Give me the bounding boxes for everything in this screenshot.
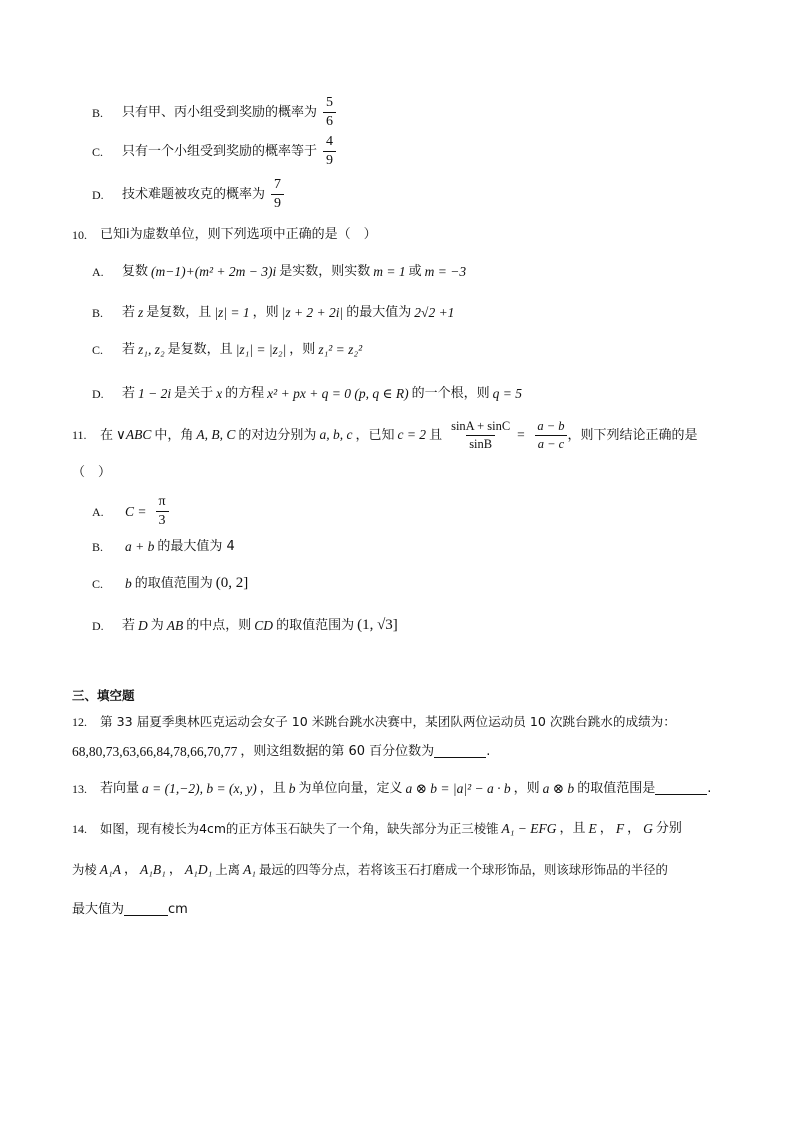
answer-blank[interactable] bbox=[124, 903, 168, 916]
question-number: 12. bbox=[72, 715, 87, 730]
option-label: C. bbox=[92, 144, 104, 159]
text: ，则 bbox=[252, 305, 279, 321]
math: (m−1)+(m² + 2m − 3)i bbox=[151, 264, 277, 279]
option-label: B. bbox=[92, 105, 104, 120]
q11-paren bbox=[72, 466, 111, 479]
text: 最大值为 bbox=[72, 902, 125, 917]
option-label: C. bbox=[92, 576, 104, 591]
text: 若 bbox=[122, 386, 136, 402]
q9-option-c bbox=[92, 135, 336, 168]
math: 2√2 +1 bbox=[414, 305, 455, 320]
option-text: 技术难题被攻克的概率为 bbox=[122, 187, 266, 202]
question-number: 11. bbox=[72, 428, 87, 442]
q11-option-a bbox=[92, 495, 169, 528]
math: F bbox=[615, 821, 625, 836]
q14-line3 bbox=[72, 903, 188, 916]
fraction bbox=[156, 495, 169, 528]
text: 为棱 bbox=[72, 861, 97, 877]
option-label: D. bbox=[92, 618, 104, 633]
text: 若 bbox=[122, 618, 136, 633]
text: ， bbox=[123, 862, 137, 878]
option-label: D. bbox=[92, 386, 104, 401]
text: ，则 bbox=[513, 781, 540, 797]
text: 第 33 届夏季奥林匹克运动会女子 10 米跳台跳水决赛中，某团队两位运动员 10 次跳台跳水的成绩为： bbox=[100, 714, 676, 729]
text: 或 bbox=[408, 264, 422, 280]
text: 且 bbox=[429, 427, 443, 443]
answer-paren: （ ） bbox=[72, 465, 112, 480]
text: 分别 bbox=[655, 821, 682, 837]
fraction bbox=[323, 135, 336, 168]
math: x² + px + q = 0 (p, q ∈ R) bbox=[267, 386, 409, 401]
question-number: 13. bbox=[72, 781, 87, 796]
text: 如图，现有棱长为4cm的正方体玉石缺失了一个角，缺失部分为正三棱锥 bbox=[100, 820, 499, 836]
math: A₁ bbox=[243, 862, 257, 877]
q10-stem bbox=[72, 228, 377, 241]
q9-option-d bbox=[92, 178, 284, 211]
text: . bbox=[707, 781, 712, 797]
fraction-denominator: 3 bbox=[156, 511, 169, 528]
math: c = 2 bbox=[397, 427, 427, 443]
fraction-numerator: 4 bbox=[326, 134, 334, 149]
fraction-numerator: 5 bbox=[326, 95, 334, 110]
q11-option-d bbox=[92, 618, 401, 633]
text: 为 bbox=[150, 618, 164, 633]
fraction-numerator: π bbox=[158, 494, 166, 509]
answer-blank[interactable] bbox=[655, 782, 707, 795]
text: 是实数，则实数 bbox=[279, 264, 371, 280]
math: z₁² = z₂² bbox=[318, 342, 363, 357]
math: |z| = 1 bbox=[214, 305, 250, 320]
option-label: C. bbox=[92, 342, 104, 357]
q10-option-a bbox=[92, 265, 469, 279]
math: a ⊗ b = |a|² − a · b bbox=[405, 781, 511, 796]
math: A₁ − EFG bbox=[501, 821, 557, 836]
q11-stem bbox=[72, 420, 698, 450]
math: (1, √3] bbox=[357, 617, 398, 633]
option-label: B. bbox=[92, 539, 104, 554]
q13-line bbox=[72, 782, 711, 796]
section-title: 三、填空题 bbox=[72, 688, 135, 703]
math: b bbox=[125, 575, 132, 591]
math: a + b bbox=[125, 539, 155, 554]
math: m = −3 bbox=[424, 264, 467, 279]
fraction-numerator: sinA + sinC bbox=[451, 419, 511, 433]
text: ， bbox=[168, 862, 182, 878]
q12-line2 bbox=[72, 745, 490, 759]
math: ∨ABC bbox=[116, 427, 152, 443]
option-label: A. bbox=[92, 264, 104, 279]
q10-option-c bbox=[92, 343, 365, 357]
q14-line2 bbox=[72, 863, 668, 877]
fraction-denominator: a − c bbox=[535, 435, 567, 451]
text: 的最大值为 bbox=[346, 305, 412, 321]
text: 是复数，且 bbox=[167, 342, 233, 358]
q14-line1 bbox=[72, 822, 682, 836]
text: 复数 bbox=[122, 264, 149, 280]
math: CD bbox=[254, 617, 274, 633]
text: 的方程 bbox=[225, 386, 265, 402]
fraction bbox=[534, 420, 567, 450]
q11-option-b bbox=[92, 540, 235, 554]
math: |z₁| = |z₂| bbox=[235, 342, 287, 357]
data-list: 68,80,73,63,66,84,78,66,70,77 bbox=[72, 744, 238, 759]
text: 的最大值为 4 bbox=[157, 539, 235, 555]
answer-blank[interactable] bbox=[434, 745, 486, 758]
text: 为单位向量，定义 bbox=[298, 781, 403, 797]
fraction bbox=[323, 96, 336, 129]
option-text: 只有一个小组受到奖励的概率等于 bbox=[122, 144, 318, 159]
math: = bbox=[516, 427, 526, 443]
math: (0, 2] bbox=[215, 575, 249, 591]
text: 的一个根，则 bbox=[411, 386, 490, 402]
math: 1 − 2i bbox=[138, 386, 172, 401]
text: 若 bbox=[122, 342, 136, 358]
text: 若向量 bbox=[100, 781, 140, 797]
math: |z + 2 + 2i| bbox=[281, 305, 344, 320]
text: ，且 bbox=[559, 821, 586, 837]
text: 的取值范围为 bbox=[134, 576, 213, 591]
math: z bbox=[138, 305, 144, 320]
fraction-numerator: 7 bbox=[274, 177, 282, 192]
math: z₁, z₂ bbox=[138, 342, 165, 357]
option-text: 只有甲、丙小组受到奖励的概率为 bbox=[122, 105, 318, 120]
fraction-denominator: sinB bbox=[466, 435, 495, 451]
text: ，已知 bbox=[355, 427, 395, 443]
fraction bbox=[448, 420, 513, 450]
question-number: 14. bbox=[72, 821, 87, 836]
text: ，则这组数据的第 60 百分位数为 bbox=[240, 744, 435, 760]
fraction bbox=[271, 178, 284, 211]
question-number: 10. bbox=[72, 227, 87, 242]
text: 上离 bbox=[215, 861, 241, 877]
text: 的取值范围为 bbox=[276, 618, 355, 633]
math: C = bbox=[125, 503, 147, 519]
text: 的取值范围是 bbox=[577, 781, 656, 797]
option-label: B. bbox=[92, 305, 104, 320]
section-heading bbox=[72, 690, 135, 703]
unit: cm bbox=[168, 902, 188, 917]
text: 最远的四等分点，若将该玉石打磨成一个球形饰品，则该球形饰品的半径的 bbox=[259, 861, 668, 877]
text: ，则下列结论正确的是 bbox=[567, 427, 698, 443]
text: 是关于 bbox=[174, 386, 214, 402]
math: A, B, C bbox=[196, 427, 236, 443]
math: AB bbox=[166, 617, 184, 633]
text: ，且 bbox=[259, 781, 286, 797]
math: D bbox=[138, 617, 148, 633]
question-text: 已知i为虚数单位，则下列选项中正确的是（ ） bbox=[100, 227, 377, 242]
text: ，则 bbox=[289, 342, 316, 358]
option-label: D. bbox=[92, 187, 104, 202]
option-label: A. bbox=[92, 504, 104, 519]
math: E bbox=[588, 821, 597, 836]
math: a, b, c bbox=[319, 427, 353, 443]
math: a = (1,−2), b = (x, y) bbox=[142, 781, 257, 796]
text: 中，角 bbox=[154, 427, 194, 443]
text: 在 bbox=[100, 427, 114, 443]
fraction-denominator: 9 bbox=[323, 151, 336, 168]
fraction-denominator: 9 bbox=[271, 194, 284, 211]
text: 是复数，且 bbox=[146, 305, 212, 321]
fraction-denominator: 6 bbox=[323, 112, 336, 129]
math: A₁D₁ bbox=[184, 862, 213, 877]
math: m = 1 bbox=[373, 264, 406, 279]
text: . bbox=[486, 744, 491, 760]
fraction-numerator: a − b bbox=[537, 419, 565, 433]
text: ， bbox=[599, 821, 613, 837]
math: A₁A bbox=[99, 862, 121, 877]
text: 若 bbox=[122, 305, 136, 321]
q10-option-d bbox=[92, 387, 525, 401]
math: q = 5 bbox=[492, 386, 523, 401]
math: b bbox=[288, 781, 296, 796]
text: ， bbox=[627, 821, 641, 837]
q9-option-b bbox=[92, 96, 336, 129]
text: 的对边分别为 bbox=[238, 427, 317, 443]
math: A₁B₁ bbox=[139, 862, 166, 877]
math: a ⊗ b bbox=[542, 781, 575, 796]
math: x bbox=[216, 386, 223, 401]
q12-line1 bbox=[72, 716, 676, 729]
q11-option-c bbox=[92, 576, 251, 591]
math: G bbox=[643, 821, 653, 836]
text: 的中点，则 bbox=[186, 618, 252, 633]
q10-option-b bbox=[92, 306, 457, 320]
